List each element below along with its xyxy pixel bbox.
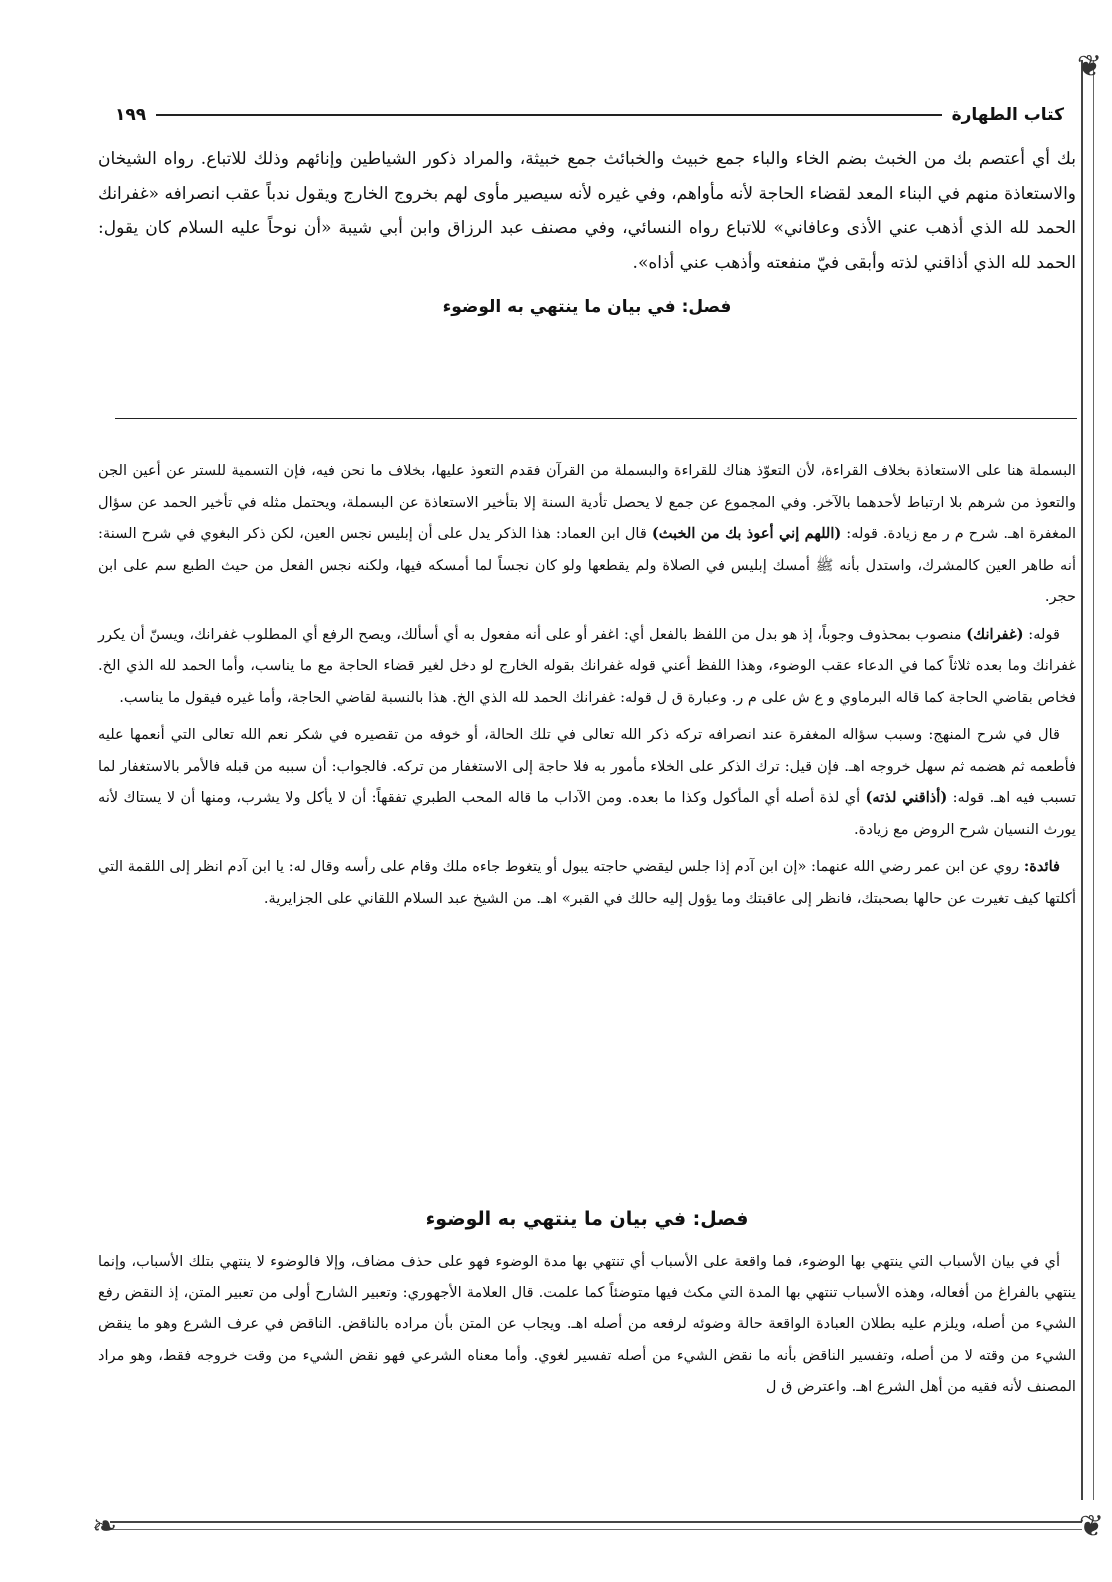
page-header [115,100,1064,130]
section-paragraph: أي في بيان الأسباب التي ينتهي بها الوضوء، فما واقعة على الأسباب أي تنتهي بها مدة الوضوء فهو على حذف مضاف، وإلا فالوضوء لا ينتهي بتلك الأسباب، وإنما ينتهي بالفراغ من أفعاله، وهذه الأسباب تنتهي بها المدة التي مكث فيها متوضئاً كما علمت. قال العلامة الأجهوري: وتعبير الشارح أولى من تعبير المتن، إذ النقض رفع الشيء من أصله، ويلزم عليه بطلان العبادة الواقعة حالة وضوئه لرفعه من أصله اهـ. ويجاب عن المتن بأن مراده بالناقض. الناقض في عرف الشرع وهو ما ينقض الشيء من وقته لا من أصله، وتفسير الناقض بأنه ما نقض الشيء من أصله تفسير لغوي. وأما معناه الشرعي فهو نقض الشيء من وقت خروجه فقط، وهو مراد المصنف لأنه فقيه من أهل الشرع اهـ. واعترض ق ل [98,1253,1076,1395]
decorative-right-border [1081,60,1094,1500]
text-run: البسملة هنا على الاستعاذة بخلاف القراءة، لأن التعوّذ هناك للقراءة والبسملة من القرآن فقدم التعوذ عليها، بخلاف ما نحن فيه، فإن التسمية للستر عن أعين الجن والتعوذ من شرهم بلا ارتباط لأحدهما بالآخر. وفي المجموع عن جمع لا يحصل تأدية السنة إلا بتأخير الاستعاذة عن البسملة، ويحتمل مثله في تأخير الحمد عن سؤال المغفرة اهـ. شرح م ر مع زيادة. قوله: [98,462,1077,542]
commentary-paragraph [98,719,1076,845]
header-rule [156,114,941,116]
commentary-paragraph [98,619,1076,714]
matn-commentary-separator [115,418,1077,419]
ornament-bottom-left-icon: ❧ [92,1509,118,1544]
quoted-phrase: (اللهم إني أعوذ بك من الخبث) [651,525,842,542]
text-run: روي عن ابن عمر رضي الله عنهما: «إن ابن آدم إذا جلس ليقضي حاجته يبول أو يتغوط جاءه ملك وقام على رأسه وقال له: يا ابن آدم انظر إلى اللقمة التي أكلتها كيف تغيرت عن حالها بصحبتك، فانظر إلى عاقبتك وما يؤول إليه حالك في القبر» اهـ. من الشيخ عبد السلام اللقاني على الجزايرية. [98,858,1076,907]
decorative-bottom-border [110,1521,1082,1530]
quoted-phrase: (أذاقني لذته) [865,789,948,806]
quoted-phrase: (غفرانك) [966,625,1024,643]
commentary-paragraph [98,455,1076,613]
matn-section-heading: فصل: في بيان ما ينتهي به الوضوء [442,297,732,318]
text-run: قال ابن العماد: هذا الذكر يدل على أن إبليس نجس العين، لكن ذكر البغوي في شرح السنة: أنه طاهر العين كالمشرك، واستدل بأنه ﷺ أمسك إبليس في الصلاة ولم يقطعها ولو كان نجساً لما أمسكه فيها، ولكنه نجس الفعل من حيث الطبع سم على ابن حجر. [98,525,1077,605]
matn-text [98,142,1076,343]
book-title: كتاب الطهارة [951,105,1064,125]
text-run: أي لذة أصله أي المأكول وكذا ما بعده. ومن الآداب ما قاله المحب الطبري تفقهاً: أن لا يأكل ولا يشرب، ومنها أن لا يستاك لأنه يورث النسيان شرح الروض مع زيادة. [98,789,1076,838]
text-run: منصوب بمحذوف وجوباً، إذ هو بدل من اللفظ بالفعل أي: اغفر أو على أنه مفعول به أي أسألك، ويصح الرفع أي المطلوب غفرانك، ويسنّ أن يكرر غفرانك وما بعده ثلاثاً كما في الدعاء عقب الوضوء، وهذا اللفظ أعني قوله غفرانك بقوله الخارج لو دخل لغير قضاء الحاجة مع ما يناسب، وأما الحمد لله الذي الخ. فخاص بقاضي الحاجة كما قاله البرماوي و ع ش على م ر. وعبارة ق ل قوله: غفرانك الحمد لله الذي الخ. هذا بالنسبة لقاضي الحاجة، وأما غيره فيقول ما يناسب. [98,625,1076,706]
commentary-text [98,455,1076,920]
matn-paragraph: بك أي أعتصم بك من الخبث بضم الخاء والباء جمع خبيث والخبائث جمع خبيثة، والمراد ذكور الشياطين وإنائهم وذلك للاتباع. رواه الشيخان والاستعاذة منهم في البناء المعد لقضاء الحاجة لأنه مأواهم، وفي غيره لأنه سيصير مأوى لهم بخروج الخارج ويقول ندباً عقب انصرافه «غفرانك الحمد لله الذي أذهب عني الأذى وعافاني» للاتباع رواه النسائي، وفي مصنف عبد الرزاق وابن أبي شيبة «أن نوحاً عليه السلام كان يقول: الحمد لله الذي أذاقني لذته وأبقى فيّ منفعته وأذهب عني أذاه». [98,149,1076,273]
text-run: قال في شرح المنهج: وسبب سؤاله المغفرة عند انصرافه تركه ذكر الله تعالى في تلك الحالة، أو خوفه من تقصيره في شكر نعم الله تعالى التي أنعمها عليه فأطعمه ثم هضمه ثم سهل خروجه اهـ. فإن قيل: ترك الذكر على الخلاء مأمور به فلا حاجة إلى الاستغفار من تركه. فالجواب: أن سببه من قبله فالأمر بالاستغفار لما تسبب فيه اهـ. قوله: [98,726,1076,806]
section-body [98,1246,1076,1402]
benefit-label: فائدة: [1023,858,1060,875]
text-run: قوله: [1023,625,1060,643]
page-number: ١٩٩ [115,105,147,125]
ornament-top-right-icon: ❦ [1076,49,1102,84]
commentary-paragraph [98,851,1076,914]
section-heading: فصل: في بيان ما ينتهي به الوضوء [425,1208,749,1230]
ornament-bottom-right-icon: ❦ [1078,1509,1104,1544]
